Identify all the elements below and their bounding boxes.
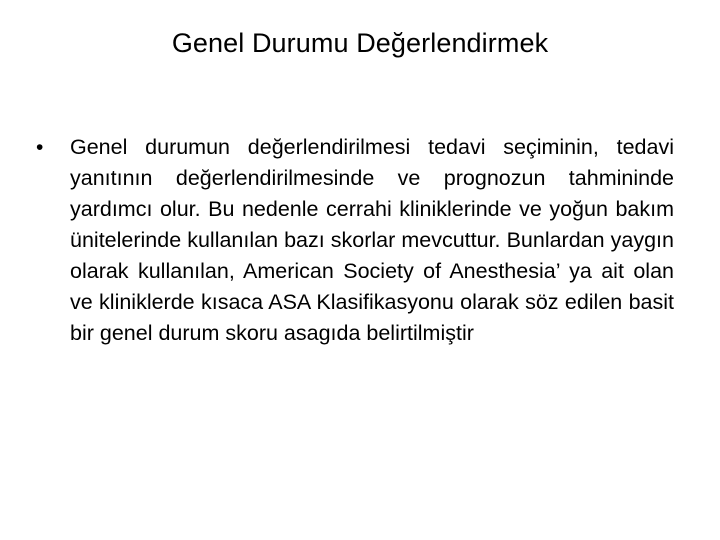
bullet-marker: • [36,136,44,159]
bullet-list [36,132,674,349]
bullet-text: Genel durumun değerlendirilmesi tedavi seçiminin, tedavi yanıtının değerlendirilmesinde ve prognozun tahmininde yardımcı olur. Bu nedenle cerrahi kliniklerinde ve yoğun bakım ünitelerinde kullanılan bazı skorlar mevcuttur. Bunlardan yaygın olarak kullanılan, American Society of Anesthesia’ ya ait olan ve kliniklerde kısaca ASA Klasifikasyonu olarak söz edilen basit bir genel durum skoru asagıda belirtilmiştir [70,135,674,345]
slide-title: Genel Durumu Değerlendirmek [171,28,549,58]
bullet-item [36,132,674,349]
